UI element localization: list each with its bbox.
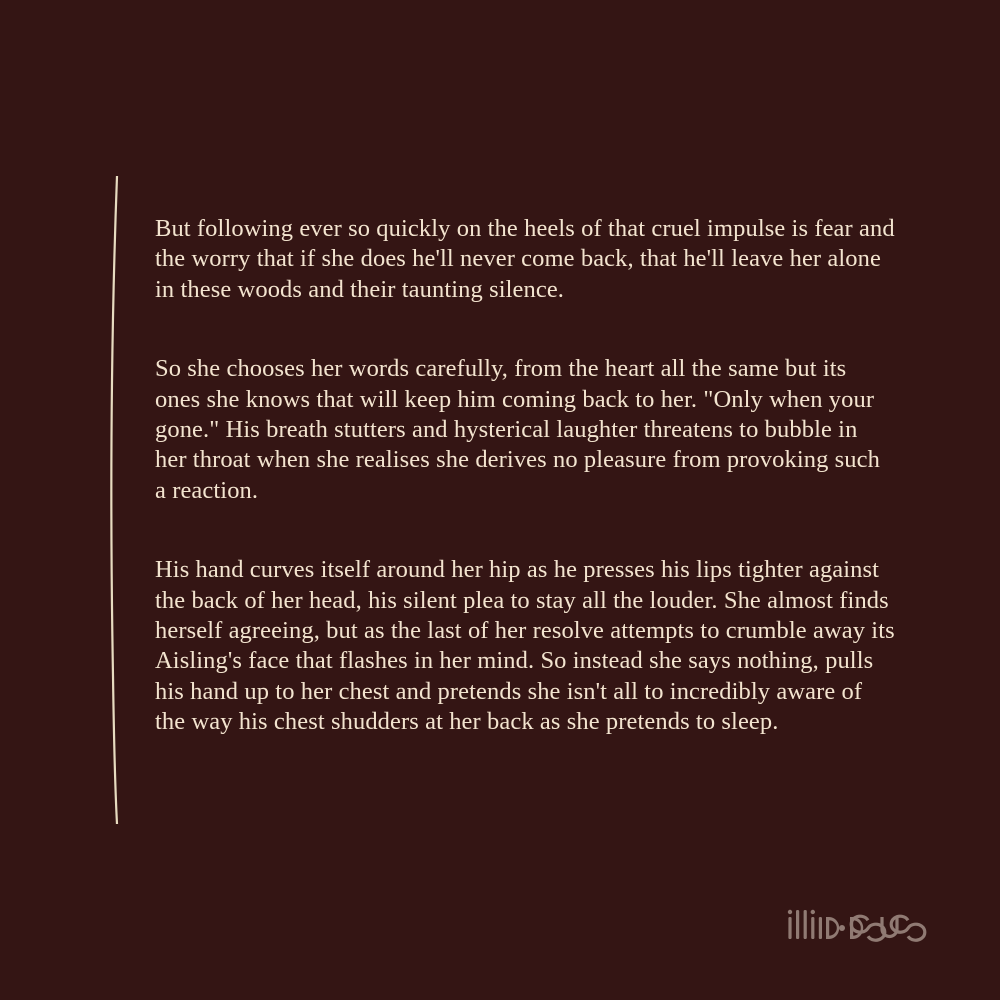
decorative-vertical-rule <box>108 176 126 824</box>
story-text-block <box>155 214 895 738</box>
ellipsus-watermark <box>782 906 932 948</box>
paragraph-1: But following ever so quickly on the heels of that cruel impulse is fear and the worry that if she does he'll never come back, that he'll leave her alone in these woods and their taunting silence. <box>155 215 895 303</box>
paragraph-3: His hand curves itself around her hip as he presses his lips tighter against the back of her head, his silent plea to stay all the louder. She almost finds herself agreeing, but as the last of her resolve attempts to crumble away its Aisling's face that flashes in her mind. So instead she says nothing, pulls his hand up to her chest and pretends she isn't all to incredibly aware of the way his chest shudders at her back as she pretends to sleep. <box>155 556 895 736</box>
paragraph-2: So she chooses her words carefully, from the heart all the same but its ones she knows that will keep him coming back to her. "Only when your gone." His breath stutters and hysterical laughter threatens to bubble in her throat when she realises she derives no pleasure from provoking such a reaction. <box>155 355 880 504</box>
ellipsus-logo-icon <box>782 906 932 948</box>
